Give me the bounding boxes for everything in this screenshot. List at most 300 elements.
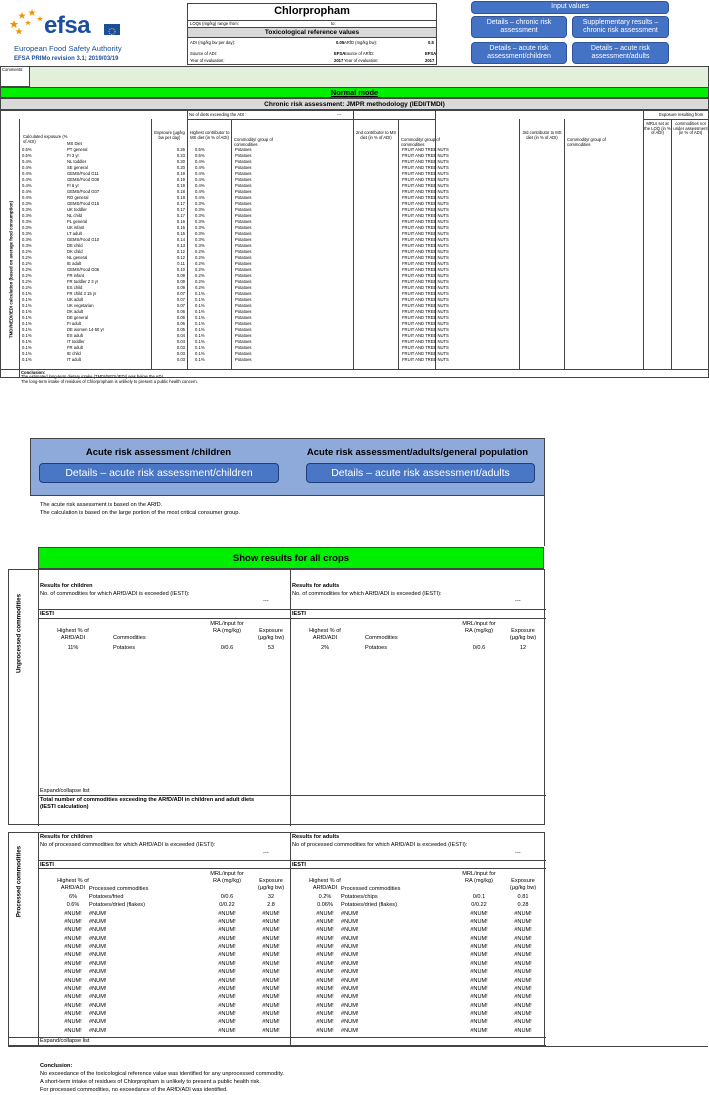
chronic-cell-second-commodity: FRUIT AND TREE NUTS (402, 195, 449, 200)
chronic-cell-calc-exposure: 0.2% (22, 273, 32, 278)
proc-children-cell-commodity: #NUM! (89, 944, 107, 951)
input-values-button[interactable]: Input values (471, 1, 669, 14)
proc-children-cell-commodity: #NUM! (89, 1010, 107, 1017)
unproc-adults-exceed: No. of commodities for which ARfD/ADI is exceeded (IESTI): (292, 591, 442, 597)
chronic-cell-ms-diet: DK adult (67, 309, 84, 314)
chronic-cell-exposure: 0.09 (176, 285, 185, 290)
unproc-adults-cell-highest: 2% (320, 645, 330, 651)
chronic-cell-second-commodity: FRUIT AND TREE NUTS (402, 213, 449, 218)
proc-adults-cell-exposure: #NUM! (514, 919, 532, 926)
chronic-cell-ms-diet: DE women 14-50 yr (67, 327, 105, 332)
chronic-cell-calc-exposure: 0.1% (22, 351, 32, 356)
chronic-cell-exposure: 0.03 (176, 357, 185, 362)
proc-adults-cell-commodity: #NUM! (341, 994, 359, 1001)
proc-children-cell-highest: #NUM! (64, 1019, 82, 1026)
chronic-cell-calc-exposure: 0.3% (22, 231, 32, 236)
acute-children-title: Acute risk assessment /children (85, 447, 232, 458)
proc-adults-cell-highest: #NUM! (316, 994, 334, 1001)
chronic-cell-highest-contrib: 0.4% (195, 165, 205, 170)
proc-expand-link[interactable]: Expand/collapse list (40, 1038, 90, 1044)
chronic-cell-calc-exposure: 0.2% (22, 255, 32, 260)
unproc-children-col-mrl: MRL/input for RA (mg/kg) (210, 621, 244, 634)
chronic-cell-ms-diet: UK vegetarian (67, 303, 94, 308)
chronic-cell-highest-contrib: 0.1% (195, 309, 205, 314)
chronic-cell-second-commodity: FRUIT AND TREE NUTS (402, 297, 449, 302)
proc-children-iesti: IESTI (40, 862, 54, 868)
chronic-cell-second-commodity: FRUIT AND TREE NUTS (402, 255, 449, 260)
proc-adults-col-mrl: MRL/input for RA (mg/kg) (462, 871, 496, 884)
chronic-cell-ms-diet: RO general (67, 195, 89, 200)
chronic-cell-second-commodity: FRUIT AND TREE NUTS (402, 285, 449, 290)
chronic-cell-exposure: 0.15 (176, 231, 185, 236)
proc-children-cell-highest: #NUM! (64, 944, 82, 951)
proc-adults-title: Results for adults (292, 834, 340, 840)
chronic-cell-commodity: Potatoes (235, 327, 252, 332)
proc-adults-exceed: No of processed commodities for which ARfD/ADI is exceeded (IESTI): (292, 842, 468, 848)
proc-adults-cell-mrl: #NUM! (470, 1027, 488, 1034)
proc-adults-cell-exposure: #NUM! (514, 960, 532, 967)
proc-children-cell-highest: #NUM! (64, 927, 82, 934)
chronic-cell-commodity: Potatoes (235, 261, 252, 266)
proc-adults-cell-commodity: #NUM! (341, 927, 359, 934)
chronic-cell-calc-exposure: 0.3% (22, 237, 32, 242)
chronic-cell-second-commodity: FRUIT AND TREE NUTS (402, 267, 449, 272)
chronic-cell-commodity: Potatoes (235, 297, 252, 302)
proc-children-col-highest: Highest % of ARfD/ADI (57, 878, 89, 891)
proc-children-cell-highest: #NUM! (64, 919, 82, 926)
chronic-cell-second-commodity: FRUIT AND TREE NUTS (402, 189, 449, 194)
chronic-cell-exposure: 0.06 (176, 309, 185, 314)
chronic-cell-second-commodity: FRUIT AND TREE NUTS (402, 171, 449, 176)
chronic-cell-calc-exposure: 0.2% (22, 267, 32, 272)
chronic-cell-ms-diet: DE general (67, 315, 88, 320)
proc-adults-cell-highest: #NUM! (316, 919, 334, 926)
acute-note-1: The acute risk assessment is based on the ARfD. (40, 502, 163, 508)
chronic-cell-ms-diet: GEMS/Food G08 (67, 177, 100, 182)
proc-adults-cell-commodity: Potatoes/dried (flakes) (341, 902, 397, 909)
chronic-cell-commodity: Potatoes (235, 189, 252, 194)
unproc-adults-cell-exposure: 12 (519, 645, 527, 651)
loq-to: to: (331, 21, 336, 26)
chronic-cell-commodity: Potatoes (235, 357, 252, 362)
proc-adults-cell-exposure: #NUM! (514, 944, 532, 951)
chronic-cell-exposure: 0.16 (176, 219, 185, 224)
unproc-adults-col-mrl: MRL/input for RA (mg/kg) (462, 621, 496, 634)
authority-name: European Food Safety Authority (14, 44, 122, 53)
proc-adults-cell-highest: #NUM! (316, 1019, 334, 1026)
chronic-cell-calc-exposure: 0.3% (22, 207, 32, 212)
chronic-cell-highest-contrib: 0.3% (195, 207, 205, 212)
chronic-cell-highest-contrib: 0.1% (195, 327, 205, 332)
proc-children-cell-mrl: #NUM! (218, 1002, 236, 1009)
hdr-not-under: commodities not under assessment (in % of ADI) (673, 121, 708, 136)
proc-adults-col-highest: Highest % of ARfD/ADI (309, 878, 341, 891)
chronic-cell-second-commodity: FRUIT AND TREE NUTS (402, 201, 449, 206)
proc-children-col-processed: Processed commodities (89, 886, 149, 892)
chronic-cell-exposure: 0.03 (176, 351, 185, 356)
chronic-cell-ms-diet: FR adult (67, 345, 83, 350)
chronic-details-button[interactable]: Details – chronic risk assessment (471, 16, 567, 38)
proc-adults-cell-commodity: #NUM! (341, 952, 359, 959)
chronic-cell-ms-diet: UK infant (67, 225, 85, 230)
eu-flag-icon (104, 24, 120, 35)
chronic-cell-commodity: Potatoes (235, 153, 252, 158)
proc-adults-cell-exposure: #NUM! (514, 910, 532, 917)
proc-children-cell-mrl: #NUM! (218, 919, 236, 926)
chronic-cell-highest-contrib: 0.4% (195, 159, 205, 164)
chronic-cell-ms-diet: PT general (67, 147, 88, 152)
chronic-cell-second-commodity: FRUIT AND TREE NUTS (402, 243, 449, 248)
total-exceeding-label: Total number of commodities exceeding the ARfD/ADI in children and adult diets (IESTI calculation) (40, 797, 255, 811)
proc-adults-cell-commodity: #NUM! (341, 1019, 359, 1026)
chronic-cell-calc-exposure: 0.3% (22, 243, 32, 248)
chronic-cell-highest-contrib: 0.4% (195, 171, 205, 176)
proc-children-cell-commodity: #NUM! (89, 927, 107, 934)
unproc-adults-col-highest: Highest % of ARfD/ADI (309, 628, 341, 641)
year-adi-value: 2017 (334, 58, 344, 63)
proc-children-cell-exposure: #NUM! (262, 1010, 280, 1017)
year-arfd-label: Year of evaluation: (344, 58, 379, 63)
proc-adults-cell-mrl: #NUM! (470, 944, 488, 951)
chronic-cell-exposure: 0.12 (176, 249, 185, 254)
unproc-children-exceed: No. of commodities for which ARfD/ADI is exceeded (IESTI): (40, 591, 190, 597)
efsa-stars-icon (8, 6, 48, 40)
chronic-cell-exposure: 0.09 (176, 273, 185, 278)
proc-adults-cell-mrl: #NUM! (470, 960, 488, 967)
chronic-cell-highest-contrib: 0.4% (195, 177, 205, 182)
chronic-cell-ms-diet: GEMS/Food G07 (67, 189, 100, 194)
chronic-cell-commodity: Potatoes (235, 165, 252, 170)
chronic-cell-calc-exposure: 0.4% (22, 189, 32, 194)
chronic-cell-ms-diet: IE child (67, 351, 81, 356)
proc-adults-cell-mrl: #NUM! (470, 927, 488, 934)
proc-adults-cell-highest: #NUM! (316, 944, 334, 951)
chronic-cell-exposure: 0.10 (176, 267, 185, 272)
chronic-cell-highest-contrib: 0.3% (195, 231, 205, 236)
proc-children-cell-exposure: #NUM! (262, 952, 280, 959)
chronic-cell-second-commodity: FRUIT AND TREE NUTS (402, 339, 449, 344)
chronic-cell-ms-diet: SE general (67, 165, 88, 170)
comments-box[interactable] (0, 66, 709, 87)
chronic-cell-exposure: 0.17 (176, 213, 185, 218)
chronic-cell-exposure: 0.04 (176, 333, 185, 338)
chronic-cell-commodity: Potatoes (235, 219, 252, 224)
chronic-cell-exposure: 0.03 (176, 345, 185, 350)
proc-children-cell-exposure: #NUM! (262, 1019, 280, 1026)
proc-children-cell-highest: #NUM! (64, 969, 82, 976)
proc-children-cell-mrl: #NUM! (218, 1010, 236, 1017)
proc-adults-cell-highest: #NUM! (316, 977, 334, 984)
chronic-cell-highest-contrib: 0.2% (195, 273, 205, 278)
chronic-cell-commodity: Potatoes (235, 309, 252, 314)
hdr-calc-exposure: Calculated exposure (% of ADI) (23, 134, 68, 144)
proc-adults-cell-mrl: 0/0.1 (472, 894, 486, 900)
source-arfd-value: EFSA (425, 51, 437, 56)
chronic-cell-commodity: Potatoes (235, 345, 252, 350)
chronic-cell-ms-diet: GEMS/Food G10 (67, 237, 100, 242)
chronic-cell-commodity: Potatoes (235, 231, 252, 236)
chronic-cell-highest-contrib: 0.2% (195, 261, 205, 266)
chronic-cell-highest-contrib: 0.2% (195, 249, 205, 254)
chronic-cell-ms-diet: UK adult (67, 297, 84, 302)
hdr-commodity2: Commodity/ group of commodities (401, 137, 440, 147)
proc-adults-exceed-value: --- (515, 850, 521, 856)
source-adi-value: EFSA (334, 51, 346, 56)
chronic-cell-exposure: 0.06 (176, 321, 185, 326)
proc-children-cell-commodity: #NUM! (89, 1002, 107, 1009)
chronic-cell-calc-exposure: 0.4% (22, 177, 32, 182)
chronic-cell-ms-diet: ES adult (67, 333, 83, 338)
unproc-adults-col-exposure: Exposure (µg/kg bw) (509, 628, 537, 641)
chronic-cell-ms-diet: FI 3 yr (67, 153, 79, 158)
chronic-cell-exposure: 0.20 (176, 159, 185, 164)
chronic-cell-commodity: Potatoes (235, 249, 252, 254)
chronic-cell-exposure: 0.23 (176, 153, 185, 158)
proc-children-cell-commodity: #NUM! (89, 1019, 107, 1026)
chronic-cell-ms-diet: IT toddler (67, 339, 85, 344)
chronic-cell-exposure: 0.06 (176, 315, 185, 320)
show-all-crops-button[interactable]: Show results for all crops (38, 547, 544, 569)
proc-children-cell-mrl: #NUM! (218, 1019, 236, 1026)
chronic-cell-ms-diet: IT adult (67, 357, 81, 362)
hdr-commodity1: Commodity/ group of commodities (234, 137, 273, 147)
proc-children-col-mrl: MRL/input for RA (mg/kg) (210, 871, 244, 884)
chronic-cell-exposure: 0.13 (176, 243, 185, 248)
chronic-title: Chronic risk assessment: JMPR methodology (IEDI/TMDI) (0, 98, 709, 110)
chronic-cell-second-commodity: FRUIT AND TREE NUTS (402, 231, 449, 236)
chronic-cell-second-commodity: FRUIT AND TREE NUTS (402, 345, 449, 350)
chronic-cell-calc-exposure: 0.3% (22, 201, 32, 206)
adi-label: ADI (mg/kg bw per day): (190, 40, 236, 45)
chronic-cell-highest-contrib: 0.4% (195, 183, 205, 188)
proc-children-title: Results for children (40, 834, 93, 840)
proc-children-cell-exposure: #NUM! (262, 919, 280, 926)
acute-children-top-button[interactable]: Details – acute risk assessment/children (471, 42, 567, 64)
unproc-adults-cell-commodity: Potatoes (365, 645, 388, 651)
proc-children-cell-commodity: Potatoes/fried (89, 894, 124, 900)
source-arfd-label: Source of ARfD: (344, 51, 375, 56)
proc-adults-cell-mrl: #NUM! (470, 1010, 488, 1017)
chronic-cell-ms-diet: NL general (67, 255, 88, 260)
proc-children-cell-highest: #NUM! (64, 1002, 82, 1009)
proc-adults-cell-mrl: 0/0.22 (471, 902, 487, 909)
proc-adults-cell-highest: #NUM! (316, 927, 334, 934)
chronic-cell-highest-contrib: 0.3% (195, 237, 205, 242)
chronic-cell-calc-exposure: 0.1% (22, 309, 32, 314)
arfd-label: ARfD (mg/kg bw): (344, 40, 378, 45)
proc-adults-cell-mrl: #NUM! (470, 1002, 488, 1009)
proc-children-cell-commodity: #NUM! (89, 977, 107, 984)
proc-children-cell-highest: #NUM! (64, 960, 82, 967)
chronic-cell-calc-exposure: 0.1% (22, 303, 32, 308)
chronic-cell-second-commodity: FRUIT AND TREE NUTS (402, 309, 449, 314)
acute-adults-top-button[interactable]: Details – acute risk assessment/adults (572, 42, 669, 64)
acute-conclusion-2: A short-term intake of residues of Chlorpropham is unlikely to present a public health risk. (40, 1079, 261, 1085)
proc-children-cell-mrl: #NUM! (218, 960, 236, 967)
proc-adults-cell-commodity: #NUM! (341, 1027, 359, 1034)
chronic-cell-calc-exposure: 0.2% (22, 285, 32, 290)
unprocessed-label: Unprocessed commodities (15, 593, 23, 674)
hdr-second-contributor: 2nd contributor to MS diet (in % of ADI) (355, 130, 397, 140)
proc-adults-cell-exposure: #NUM! (514, 985, 532, 992)
chronic-cell-second-commodity: FRUIT AND TREE NUTS (402, 315, 449, 320)
chronic-cell-commodity: Potatoes (235, 273, 252, 278)
year-adi-label: Year of evaluation: (190, 58, 225, 63)
unproc-children-cell-commodity: Potatoes (113, 645, 136, 651)
chronic-cell-highest-contrib: 0.2% (195, 267, 205, 272)
proc-adults-cell-exposure: #NUM! (514, 1027, 532, 1034)
proc-adults-cell-exposure: 0.28 (517, 902, 529, 909)
proc-adults-cell-exposure: #NUM! (514, 927, 532, 934)
chronic-cell-calc-exposure: 0.3% (22, 225, 32, 230)
chronic-cell-commodity: Potatoes (235, 339, 252, 344)
hdr-ms-diet: MS Diet (67, 141, 82, 146)
chronic-cell-calc-exposure: 0.1% (22, 333, 32, 338)
chronic-conclusion-1: The estimated long-term dietary intake (TMDI/NEDI/IEDI) was below the ADI. (21, 374, 164, 379)
chronic-cell-highest-contrib: 0.3% (195, 213, 205, 218)
unproc-adults-col-commodities: Commodities (365, 635, 398, 641)
chronic-cell-ms-diet: PL general (67, 219, 88, 224)
chronic-cell-highest-contrib: 0.1% (195, 351, 205, 356)
unproc-children-cell-exposure: 53 (267, 645, 275, 651)
acute-conclusion-box (8, 1046, 708, 1092)
proc-adults-cell-commodity: #NUM! (341, 969, 359, 976)
chronic-cell-commodity: Potatoes (235, 237, 252, 242)
proc-children-cell-exposure: #NUM! (262, 1002, 280, 1009)
proc-adults-cell-exposure: #NUM! (514, 977, 532, 984)
chronic-cell-calc-exposure: 0.1% (22, 345, 32, 350)
proc-adults-cell-highest: 0.06% (317, 902, 333, 909)
supplementary-button[interactable]: Supplementary results – chronic risk assessment (572, 16, 669, 38)
acute-conclusion-3: For processed commodities, no exceedance of the ARfD/ADI was identified. (40, 1087, 228, 1093)
chronic-cell-commodity: Potatoes (235, 207, 252, 212)
chronic-cell-calc-exposure: 0.1% (22, 327, 32, 332)
source-adi-label: Source of ADI: (190, 51, 217, 56)
proc-children-exceed: No of processed commodities for which ARfD/ADI is exceeded (IESTI): (40, 842, 216, 848)
proc-adults-cell-mrl: #NUM! (470, 935, 488, 942)
proc-children-cell-mrl: #NUM! (218, 944, 236, 951)
chronic-cell-calc-exposure: 0.2% (22, 279, 32, 284)
hdr-exposure: Expsoure (µg/kg bw per day) (154, 130, 185, 140)
unproc-expand-link[interactable]: Expand/collapse list (40, 788, 90, 794)
chronic-cell-exposure: 0.16 (176, 225, 185, 230)
chronic-cell-calc-exposure: 0.4% (22, 171, 32, 176)
proc-children-cell-highest: #NUM! (64, 910, 82, 917)
chronic-cell-commodity: Potatoes (235, 171, 252, 176)
proc-adults-cell-exposure: #NUM! (514, 1010, 532, 1017)
chronic-cell-ms-diet: FR infant (67, 273, 84, 278)
chronic-cell-exposure: 0.04 (176, 339, 185, 344)
chronic-cell-second-commodity: FRUIT AND TREE NUTS (402, 261, 449, 266)
arfd-value: 0.5 (428, 40, 434, 45)
proc-children-cell-exposure: #NUM! (262, 977, 280, 984)
proc-adults-cell-mrl: #NUM! (470, 952, 488, 959)
chronic-cell-ms-diet: NL child (67, 213, 82, 218)
unproc-adults-title: Results for adults (292, 583, 340, 589)
chronic-cell-calc-exposure: 0.1% (22, 291, 32, 296)
chronic-cell-second-commodity: FRUIT AND TREE NUTS (402, 165, 449, 170)
proc-adults-cell-highest: #NUM! (316, 969, 334, 976)
chronic-cell-highest-contrib: 0.4% (195, 189, 205, 194)
proc-adults-cell-mrl: #NUM! (470, 910, 488, 917)
proc-adults-col-processed: Processed commodities (341, 886, 401, 892)
proc-adults-cell-commodity: #NUM! (341, 944, 359, 951)
chronic-cell-highest-contrib: 0.1% (195, 333, 205, 338)
chronic-cell-ms-diet: DE child (67, 243, 83, 248)
chronic-cell-commodity: Potatoes (235, 213, 252, 218)
hdr-highest-contributor: Highest contributor to MS diet (in % of ADI) (189, 130, 230, 140)
proc-children-cell-exposure: #NUM! (262, 935, 280, 942)
unproc-children-iesti: IESTI (40, 611, 54, 617)
chronic-cell-second-commodity: FRUIT AND TREE NUTS (402, 153, 449, 158)
chronic-cell-ms-diet: GEMS/Food G06 (67, 267, 100, 272)
chronic-cell-commodity: Potatoes (235, 255, 252, 260)
chronic-cell-commodity: Potatoes (235, 183, 252, 188)
proc-children-cell-mrl: #NUM! (218, 985, 236, 992)
chronic-cell-ms-diet: DK child (67, 249, 83, 254)
chronic-table (0, 110, 709, 384)
proc-children-cell-highest: #NUM! (64, 977, 82, 984)
chronic-cell-highest-contrib: 0.1% (195, 321, 205, 326)
acute-adults-button[interactable]: Details – acute risk assessment/adults (306, 463, 535, 483)
chronic-cell-calc-exposure: 0.2% (22, 249, 32, 254)
proc-children-cell-mrl: #NUM! (218, 969, 236, 976)
unproc-children-col-highest: Highest % of ARfD/ADI (57, 628, 89, 641)
chronic-cell-exposure: 0.07 (176, 303, 185, 308)
proc-children-cell-highest: #NUM! (64, 985, 82, 992)
chronic-cell-commodity: Potatoes (235, 201, 252, 206)
chronic-cell-ms-diet: FI 6 yr (67, 183, 79, 188)
chronic-cell-second-commodity: FRUIT AND TREE NUTS (402, 177, 449, 182)
chronic-cell-second-commodity: FRUIT AND TREE NUTS (402, 225, 449, 230)
chronic-cell-highest-contrib: 0.2% (195, 255, 205, 260)
chronic-cell-exposure: 0.20 (176, 165, 185, 170)
chronic-cell-highest-contrib: 0.3% (195, 201, 205, 206)
chronic-cell-second-commodity: FRUIT AND TREE NUTS (402, 183, 449, 188)
proc-children-cell-commodity: #NUM! (89, 910, 107, 917)
proc-adults-cell-mrl: #NUM! (470, 969, 488, 976)
chronic-cell-second-commodity: FRUIT AND TREE NUTS (402, 291, 449, 296)
chronic-cell-highest-contrib: 0.1% (195, 345, 205, 350)
chronic-cell-exposure: 0.11 (177, 261, 185, 266)
chronic-cell-commodity: Potatoes (235, 267, 252, 272)
normal-mode-bar[interactable]: Normal mode (0, 87, 709, 98)
proc-adults-cell-exposure: 0.81 (517, 894, 529, 900)
proc-adults-cell-exposure: #NUM! (514, 952, 532, 959)
chronic-cell-ms-diet: FI adult (67, 321, 81, 326)
chronic-cell-calc-exposure: 0.4% (22, 195, 32, 200)
acute-adults-title: Acute risk assessment/adults/general population (306, 447, 529, 458)
chronic-cell-exposure: 0.07 (176, 291, 185, 296)
chronic-cell-commodity: Potatoes (235, 195, 252, 200)
proc-children-cell-exposure: 2.8 (267, 902, 275, 909)
proc-adults-cell-commodity: Potatoes/chips (341, 894, 378, 900)
hdr-mrls-loq: MRLs set at the LOQ (in % of ADI) (644, 121, 671, 136)
proc-children-cell-highest: #NUM! (64, 1027, 82, 1034)
acute-children-button[interactable]: Details – acute risk assessment/children (39, 463, 279, 483)
chronic-cell-highest-contrib: 0.1% (195, 297, 205, 302)
chronic-cell-commodity: Potatoes (235, 243, 252, 248)
chronic-cell-commodity: Potatoes (235, 285, 252, 290)
chronic-cell-ms-diet: UK toddler (67, 207, 87, 212)
proc-children-cell-mrl: #NUM! (218, 952, 236, 959)
chronic-cell-highest-contrib: 0.4% (195, 195, 205, 200)
proc-adults-iesti: IESTI (292, 862, 306, 868)
unproc-children-cell-mrl: 0/0.6 (220, 645, 234, 651)
chronic-cell-second-commodity: FRUIT AND TREE NUTS (402, 249, 449, 254)
chronic-cell-commodity: Potatoes (235, 177, 252, 182)
chronic-cell-exposure: 0.12 (176, 255, 185, 260)
